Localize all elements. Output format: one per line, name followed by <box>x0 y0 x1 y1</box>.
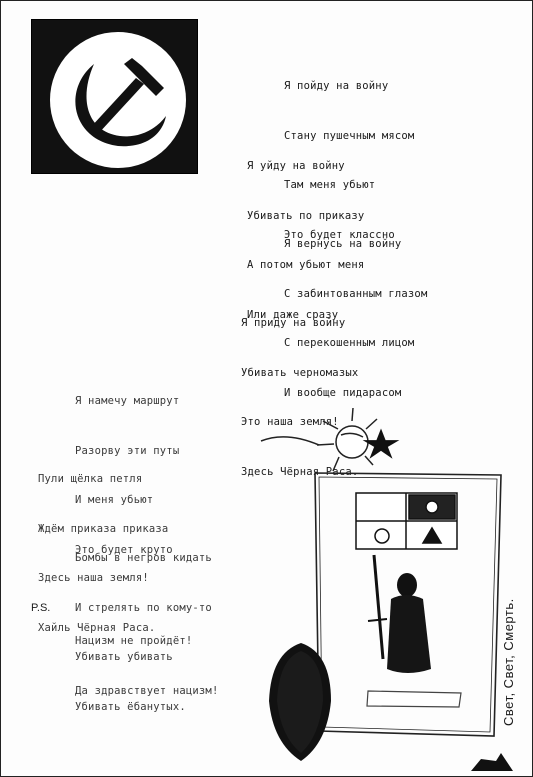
poem-line: Я приду на войну <box>241 317 346 329</box>
sun-icon <box>261 408 385 471</box>
illustration <box>1 1 532 776</box>
poem-line: Там меня убьют <box>284 179 376 191</box>
shield-icon <box>269 643 331 761</box>
ps-label: P.S. <box>31 602 51 614</box>
poem-line: Я вернусь на войну <box>284 238 402 250</box>
poem-line: А потом убьют меня <box>247 259 365 271</box>
poem-line: Убивать ёбанутых. <box>75 700 186 713</box>
poem-line: И стрелять по кому-то <box>75 601 212 614</box>
poem-line: Это будет круто <box>75 543 173 556</box>
poem-line: Это будет классно <box>284 228 395 241</box>
poem-line: Это наша земля! <box>241 416 339 428</box>
poem-line: Здесь Чёрная Раса. <box>241 465 359 478</box>
poem-line: Убивать убивать <box>75 651 173 663</box>
poem-line: Пули щёлка петля <box>38 473 143 485</box>
poem-line: Нацизм не пройдёт! <box>75 635 193 647</box>
poem-line: Хайль Чёрная Раса. <box>38 621 156 634</box>
poem-line: Убивать черномазых <box>241 366 359 379</box>
poem-line: И вообще пидарасом <box>284 386 402 399</box>
poem-line: С забинтованным глазом <box>284 287 428 300</box>
poem-line: И меня убьют <box>75 494 154 506</box>
banner <box>367 691 461 707</box>
poem-line: Здесь наша земля! <box>38 572 149 584</box>
poem-line: Я пойду на войну <box>284 80 389 92</box>
poem-line: С перекошенным лицом <box>284 337 415 349</box>
vertical-caption: Свет, Свет, Смерть. <box>501 598 516 726</box>
poem-line: Убивать по приказу <box>247 209 365 222</box>
poem-line: Ждём приказа приказа <box>38 522 169 535</box>
corner-mark <box>471 753 513 771</box>
poem-line: Да здравствует нацизм! <box>75 684 219 697</box>
poem-line: Я намечу маршрут <box>75 395 180 407</box>
four-symbol-flag <box>356 431 457 550</box>
poem-line: Бомбы в негров кидать <box>75 552 212 564</box>
cloaked-figure-with-sword-icon <box>368 555 431 673</box>
poem-line: Стану пушечным мясом <box>284 129 415 142</box>
poem-line: Или даже сразу <box>247 308 339 321</box>
poem-line: Разорву эти путы <box>75 444 180 457</box>
poem-line: Я уйду на войну <box>247 160 345 172</box>
